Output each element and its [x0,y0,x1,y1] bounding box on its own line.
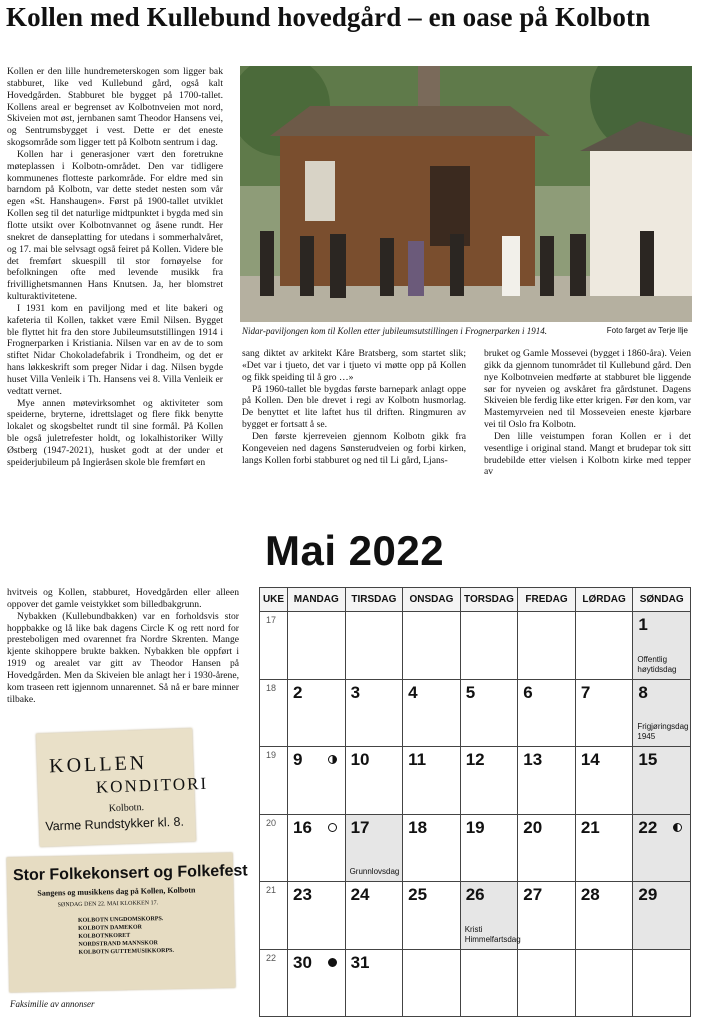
folkekonsert-ad [7,853,248,993]
calendar-week-row [260,612,691,680]
photo-credit: Foto farget av Terje Ilje [606,326,688,335]
moon-phase-icon [673,823,682,832]
calendar-day-cell [460,949,518,1017]
calendar-header: FREDAG [518,588,576,612]
calendar-day-cell [403,814,461,882]
day-number: 25 [408,885,428,904]
week-number: 19 [266,750,277,760]
week-number: 21 [266,885,277,895]
calendar-day-cell [633,814,691,882]
calendar-day-cell [633,882,691,950]
day-number: 5 [465,682,476,702]
headline: Kollen med Kullebund hovedgård – en oase på Kolbotn [6,2,651,32]
paragraph: Kollen har i generasjoner vært den foretrukne møteplassen i Kolbotn-området. Den var tidligere kommunenes flotteste parkområde. For eldre med sin barndom på Kolbotn, var dette stedet nesten som vår egen «St. Hanshaugen». Først på 1900-tallet utviklet Kollen seg til det naturlige midtpunktet i bygda med sin flotte utsikt over Kolbotnvannet og åsene rundt. Her snekret de danseplatting for utedans i sommerhalvåret, og 17. mai ble selvsagt også feiret på Kollen. Videre ble det fremført skuespill til stor fornøyelse for befolkningen ofte med levende musikk fra frivillighetsmannen Hans Knutsen. Ja, her blomstret kulturaktivitetene. [7,148,223,303]
calendar-day-cell [345,612,403,680]
calendar-day-cell [403,679,461,747]
calendar-day-cell [403,612,461,680]
calendar-day-cell [518,679,576,747]
calendar-day-cell [345,679,403,747]
ad-title: Stor Folkekonsert og Folkefest [12,862,248,885]
day-number: 4 [408,682,418,702]
nidar-pavilion-photo [240,66,692,322]
paragraph: Den første kjerreveien gjennom Kolbotn gikk fra Kongeveien ned dagens Sønsterudveien og forbi kirken, langs Kollen forbi stabburet og ned til Li gård, Ljans- [242,430,466,466]
calendar-day-cell [460,814,518,882]
week-number-cell [260,612,288,680]
article-column-1 [7,66,223,469]
ad-line: KONDITORI [95,773,209,797]
calendar-day-cell [288,747,346,815]
moon-phase-icon [328,755,337,764]
calendar-day-cell [575,747,633,815]
ad-line: Kolbotn. [108,802,145,815]
calendar-day-cell [288,814,346,882]
calendar-day-cell [575,949,633,1017]
day-number: 31 [350,952,370,972]
paragraph: Mye annen møtevirksomhet og aktiviteter som speiderne, bryterne, idrettslaget og flere fikk benytte lokalet og skogsbeltet rundt til sine formål. På Kollen ble også juletrefester holdt, og lokalhistoriker Willy Østberg (1947-2021), husket godt at der under et speiderjubileum på Ingieråsen skole ble fremført en [7,397,223,468]
article-column-2 [242,348,466,466]
week-number: 22 [266,952,277,963]
calendar-day-cell [633,747,691,815]
paragraph: bruket og Gamle Mossevei (bygget i 1860-åra). Veien gikk da gjennom tunområdet til Kullebund gård. Den nye Kolbotnveien medførte at stabburet ble liggende sør for nyveien og avskåret fra gårdstunet. Dagens Skiveien ble ferdig like etter krigen. Før den kom, var Mastemyrveien ned til Mosseveien eneste kjørbare vei til Oslo fra Kolbotn. [484,348,692,431]
week-number-cell [260,814,288,882]
paragraph: Den lille veistumpen foran Kollen er i det vesentlige i original stand. Mangt et brudepar tok sitt brudebilde etter vielsen i Kolbotn kirke med tepper av [484,430,691,478]
calendar-day-cell [575,612,633,680]
day-number: 1 [638,615,648,634]
paragraph: hvitveis og Kollen, stabburet, Hovedgården eller alleen oppover det gamle veistykket som billedbakgrunn. [7,587,239,610]
calendar-header: ONSDAG [403,588,461,612]
calendar-day-cell [288,882,346,950]
day-number: 19 [465,817,485,837]
day-number: 13 [523,750,543,769]
calendar-day-cell [633,679,691,747]
calendar-day-cell [518,747,576,815]
day-number: 11 [408,750,427,769]
article-column-3 [484,348,691,478]
week-number-cell [260,882,288,950]
day-number: 30 [293,952,312,972]
ad-line: KOLBOTN DAMEKOR [78,924,143,932]
ad-line: KOLBOTN GUTTEMUSIKKORPS. [78,947,175,956]
day-number: 3 [350,682,361,702]
calendar-header: TIRSDAG [345,588,403,612]
calendar-day-cell [345,882,403,950]
ad-line: KOLLEN [48,751,148,778]
calendar-week-row [260,882,691,950]
paragraph: Nybakken (Kullebundbakken) var en forholdsvis stor hoppbakke og lå like bak dagens Circle K og rett nord for presteboligen med ovarennet fra Nordre Skrenten. Mange kjente skihoppere brukte bakken. Nybakken ble oppført i 1919 og arealet var gitt av Theodor Hansen på Hovedgården. Men da Skiveien ble anlagt her i 1930-årene, kom traseen rett igjennom unnarennet. Så nå er bare minner tilbake. [7,610,239,705]
calendar-header: UKE [260,588,288,612]
day-number: 29 [638,885,658,904]
calendar-day-cell [518,612,576,680]
moon-phase-icon [328,958,337,967]
holiday-note: Grunnlovsdag [349,867,400,876]
calendar-day-cell [518,949,576,1017]
day-number: 7 [580,682,591,702]
day-number: 18 [408,817,428,837]
week-number: 18 [266,682,277,693]
calendar-grid [259,587,691,1017]
ad-line: KOLBOTN UNGDOMSKORPS. [77,916,164,924]
calendar-header: TORSDAG [460,588,518,612]
week-number-cell [260,747,288,815]
day-number: 15 [638,750,658,769]
day-number: 20 [523,817,543,837]
calendar-day-cell [518,882,576,950]
calendar-day-cell [403,882,461,950]
calendar-header: LØRDAG [575,588,633,612]
ad-line: SØNDAG DEN 22. MAI KLOKKEN 17. [57,900,159,909]
week-number-cell [260,949,288,1017]
calendar-day-cell [460,882,521,950]
day-number: 2 [293,682,303,702]
day-number: 16 [293,817,312,837]
calendar-day-cell [518,814,576,882]
ads-caption: Faksimilie av annonser [10,999,95,1009]
week-number: 20 [266,817,277,828]
calendar-day-cell [575,679,633,747]
calendar-title: Mai 2022 [265,527,445,574]
calendar-day-cell [288,949,346,1017]
day-number: 14 [580,750,600,769]
calendar-day-cell [403,747,461,815]
calendar-day-cell [633,949,691,1017]
ad-line: KOLBOTNKORET [78,932,131,940]
calendar-day-cell [460,612,518,680]
day-number: 27 [523,885,543,904]
calendar-day-cell [633,612,691,680]
holiday-note: Frigjøringsdag 1945 [637,722,689,741]
calendar-day-cell [345,814,403,882]
calendar-day-cell [575,882,633,950]
moon-phase-icon [328,823,337,832]
day-number: 17 [350,817,370,837]
day-number: 26 [465,885,485,904]
ad-line: NORDSTRAND MANNSKOR [78,940,159,948]
calendar-day-cell [345,747,403,815]
day-number: 10 [350,750,370,769]
article-column-1-continued [7,587,239,705]
day-number: 6 [523,682,533,702]
calendar-header: SØNDAG [633,588,691,612]
calendar-day-cell [460,679,518,747]
calendar-week-row [260,949,691,1017]
konditori-ad [36,728,209,846]
day-number: 8 [638,682,648,702]
calendar-week-row [260,679,691,747]
calendar-day-cell [403,949,461,1017]
ad-line: Sangens og musikkens dag på Kollen, Kolbotn [37,885,196,898]
calendar-header: MANDAG [288,588,346,612]
day-number: 21 [580,817,600,837]
paragraph: I 1931 kom en paviljong med et lite bakeri og kafeteria til Kollen, takket være Emil Nilsen. Bygget ble flyttet hit fra den store Jubileumsutstillingen 1914 i Frognerparken i Kristiania. Nilsen var en av de to som stiftet Nidar Chokoladefabrik i Trondheim, og det er hans løkkeskrift som preger Nidar i dag. Nilsen bygde huset Villa Venleik i Th. Hansens vei 8. Villa Venleik er vedtatt vernet. [7,302,223,397]
day-number: 28 [580,885,600,904]
calendar-day-cell [575,814,633,882]
paragraph: Kollen er den lille hundremeterskogen som ligger bak stabburet, like ved Kullebund gård, også kalt Hovedgården. Stabburet ble bygget på 1700-tallet. Kollens areal er begrenset av Kolbotnveien mot nord, Skiveien mot øst, jernbanen samt Theodor Hansens vei, og Sentrumsbygget i vest. Dette er det eneste skogsområde som ligger tett på Kolbotn sentrum i dag. [7,66,223,149]
photo-caption: Nidar-paviljongen kom til Kollen etter jubileumsutstillingen i Frognerparken i 1914. [242,326,547,336]
week-number-cell [260,679,288,747]
paragraph: På 1960-tallet ble bygdas første barnepark anlagt oppe på Kollen. Den ble drevet i regi av Kolbotn husmorlag. De benyttet et lite laftet hus til driften. Ringmuren av bygget er fortsatt å se. [242,383,466,431]
ad-line: Varme Rundstykker kl. 8. [45,814,185,834]
day-number: 9 [293,750,303,769]
holiday-note: Offentlig høytidsdag [637,654,677,674]
holiday-note: Kristi Himmelfartsdag [464,924,521,944]
calendar-day-cell [288,612,346,680]
day-number: 24 [350,885,370,904]
calendar-week-row [260,747,691,815]
week-number: 17 [266,615,277,625]
calendar-day-cell [288,679,346,747]
calendar-day-cell [460,747,518,815]
paragraph: sang diktet av arkitekt Kåre Bratsberg, som startet slik; «Det var i tjueto, det var i tjueto vi møtte opp på Kollen og fikk speiding til å gro …» [242,348,466,383]
calendar-day-cell [345,949,403,1017]
day-number: 12 [465,750,485,769]
day-number: 22 [638,817,658,837]
day-number: 23 [293,885,312,904]
calendar-week-row [260,814,691,882]
